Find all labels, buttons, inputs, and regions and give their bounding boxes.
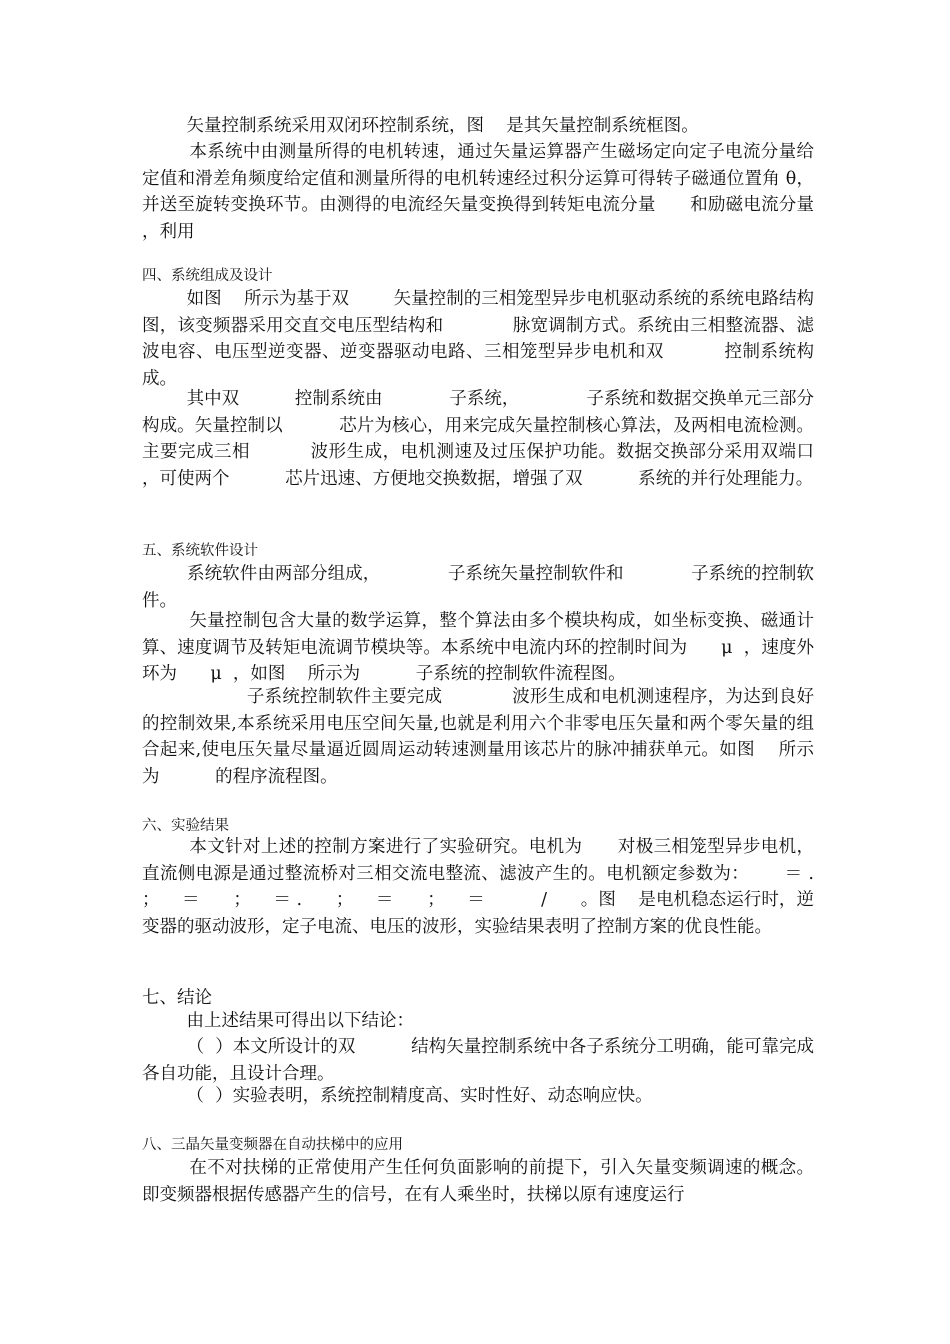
section-6-paragraph-1: 本文针对上述的控制方案进行了实验研究。电机为 对极三相笼型异步电机，直流侧电源是通过整流桥对三相交流电整流、滤波产生的。电机额定参数为： ＝ . ； ＝ ； ＝ . ； ＝ ； ＝ / 。图 是电机稳态运行时，逆变器的驱动波形，定子电流、电压的波形，实验结果表明了控制方案的优良性能。 <box>142 837 848 937</box>
section-6-heading: 六、实验结果 <box>142 818 229 834</box>
section-5-paragraph-1: 系统软件由两部分组成， 子系统矢量控制软件和 子系统的控制软件。 <box>142 564 814 611</box>
section-8-paragraph-1: 在不对扶梯的正常使用产生任何负面影响的前提下，引入矢量变频调速的概念。即变频器根据传感器产生的信号，在有人乘坐时，扶梯以原有速度运行 <box>142 1158 814 1205</box>
section-7-paragraph-1: 由上述结果可得出以下结论： <box>142 1011 415 1031</box>
intro-paragraph-2: 本系统中由测量所得的电机转速，通过矢量运算器产生磁场定向定子电流分量给定值和滑差角频度给定值和测量所得的电机转速经过积分运算可得转子磁通位置角 θ，并送至旋转变换环节。由测得的电流经矢量变换得到转矩电流分量 和励磁电流分量 ，利用 <box>142 142 848 242</box>
section-4-paragraph-1: 如图 所示为基于双 矢量控制的三相笼型异步电机驱动系统的系统电路结构图，该变频器采用交直交电压型结构和 脉宽调制方式。系统由三相整流器、滤波电容、电压型逆变器、逆变器驱动电路、三相笼型异步电机和双 控制系统构成。 <box>142 289 814 389</box>
intro-paragraph-1: 矢量控制系统采用双闭环控制系统，图 是其矢量控制系统框图。 <box>142 116 699 136</box>
section-4-paragraph-2: 其中双 控制系统由 子系统， 子系统和数据交换单元三部分构成。矢量控制以 芯片为核心，用来完成矢量控制核心算法，及两相电流检测。 主要完成三相 波形生成，电机测速及过压保护功能。数据交换部分采用双端口 ，可使两个 芯片迅速、方便地交换数据，增强了双 系统的并行处理能力。 <box>142 389 870 489</box>
section-7-paragraph-2: （ ）本文所设计的双 结构矢量控制系统中各子系统分工明确，能可靠完成各自功能，且设计合理。 <box>142 1037 814 1084</box>
section-7-heading: 七、结论 <box>142 988 212 1008</box>
section-7-paragraph-3: （ ）实验表明，系统控制精度高、实时性好、动态响应快。 <box>142 1086 653 1106</box>
section-5-paragraph-2: 矢量控制包含大量的数学运算，整个算法由多个模块构成，如坐标变换、磁通计算、速度调节及转矩电流调节模块等。本系统中电流内环的控制时间为 μ ，速度外环为 μ ，如图 所示为 子系统的控制软件流程图。 <box>142 611 814 684</box>
section-8-heading: 八、三晶矢量变频器在自动扶梯中的应用 <box>142 1137 403 1153</box>
section-5-paragraph-3: 子系统控制软件主要完成 波形生成和电机测速程序，为达到良好的控制效果,本系统采用电压空间矢量,也就是利用六个非零电压矢量和两个零矢量的组合起来,使电压矢量尽量逼近圆周运动转速测量用该芯片的脉冲捕获单元。如图 所示为 的程序流程图。 <box>142 687 814 787</box>
section-5-heading: 五、系统软件设计 <box>142 543 258 559</box>
section-4-heading: 四、系统组成及设计 <box>142 268 273 284</box>
